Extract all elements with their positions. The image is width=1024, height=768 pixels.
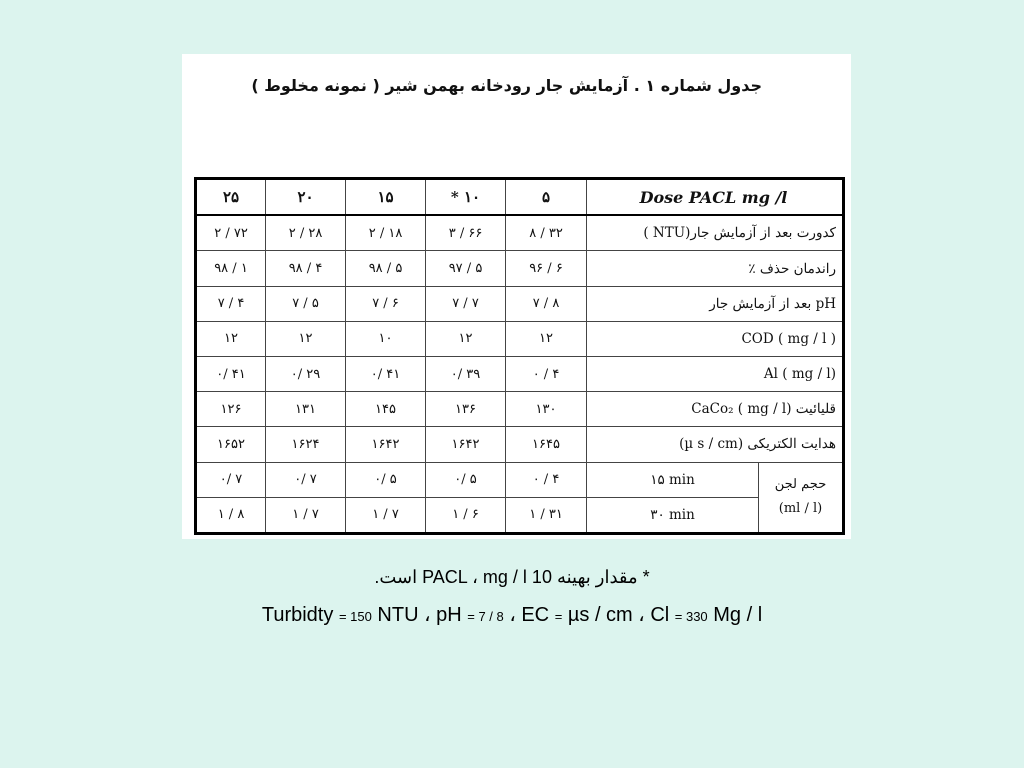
table-cell: ۱۶۴۵	[506, 427, 587, 462]
row-label: کدورت بعد از آزمایش جار(NTU )	[587, 215, 844, 251]
table-cell: ۱۲۶	[196, 392, 266, 427]
table-cell: ۱۶۵۲	[196, 427, 266, 462]
table-cell: ۰/ ۲۹	[266, 357, 346, 392]
ph-value: = 7 / 8	[467, 609, 504, 624]
table-cell: ۰/ ۴۱	[346, 357, 426, 392]
table-row	[196, 427, 844, 462]
sludge-group-label	[759, 462, 844, 533]
cl-label: Cl	[650, 604, 670, 626]
row-label: Al ( mg / l)	[587, 357, 844, 392]
ph-label: pH	[436, 604, 462, 626]
table-cell: ۹۶ / ۶	[506, 251, 587, 286]
table-cell: ۰ / ۴	[506, 462, 587, 497]
sludge-label-line2: (ml / l)	[778, 501, 823, 517]
table-cell: ۹۸ / ۴	[266, 251, 346, 286]
footnote: * مقدار بهینه PACL ، mg / l 10 است.	[374, 567, 650, 587]
table-row	[196, 462, 844, 497]
table-cell: ۱۳۰	[506, 392, 587, 427]
row-label: هدایت الکتریکی (µ s / cm)	[587, 427, 844, 462]
separator: ،	[424, 604, 431, 626]
table-header-row	[196, 179, 844, 216]
jar-test-table	[194, 177, 845, 535]
table-cell: ۰ / ۴	[506, 357, 587, 392]
table-cell: ۲ / ۷۲	[196, 215, 266, 251]
table-cell: ۱۳۱	[266, 392, 346, 427]
table-cell: ۰/ ۵	[426, 462, 506, 497]
table-row	[196, 251, 844, 286]
header-cell: ۱۵	[346, 179, 426, 216]
separator: ،	[509, 604, 516, 626]
table-cell: ۹۷ / ۵	[426, 251, 506, 286]
separator: ،	[638, 604, 645, 626]
table-cell: ۰/ ۳۹	[426, 357, 506, 392]
turbidity-value: = 150	[338, 609, 372, 624]
table-cell: ۹۸ / ۱	[196, 251, 266, 286]
table-cell: ۹۸ / ۵	[346, 251, 426, 286]
table-row	[196, 392, 844, 427]
table-cell: ۱۶۴۲	[346, 427, 426, 462]
row-label: راندمان حذف ٪	[587, 251, 844, 286]
row-sublabel: ۳۰ min	[587, 497, 759, 533]
table-cell: ۰/ ۷	[266, 462, 346, 497]
header-cell: ۲۵	[196, 179, 266, 216]
table-row	[196, 321, 844, 356]
row-label: COD ( mg / l )	[587, 321, 844, 356]
table-cell: ۱ / ۸	[196, 497, 266, 533]
cl-value: = 330	[674, 609, 708, 624]
table-cell: ۱۲	[506, 321, 587, 356]
table-cell: ۲ / ۱۸	[346, 215, 426, 251]
ec-unit: µs / cm	[567, 604, 633, 626]
table-row	[196, 357, 844, 392]
table-row	[196, 286, 844, 321]
table-cell: ۱۲	[426, 321, 506, 356]
row-label: pH بعد از آزمایش جار	[587, 286, 844, 321]
table-title: جدول شماره ۱ . آزمایش جار رودخانه بهمن شیر ( نمونه مخلوط )	[251, 76, 762, 95]
ec-label: EC	[521, 604, 550, 626]
table-cell: ۱۲	[196, 321, 266, 356]
table-cell: ۰/ ۷	[196, 462, 266, 497]
cl-unit: Mg / l	[713, 604, 763, 626]
table-cell: ۷ / ۷	[426, 286, 506, 321]
table-cell: ۱ / ۷	[346, 497, 426, 533]
header-label: Dose PACL mg /l	[587, 179, 844, 216]
table-cell: ۱ / ۳۱	[506, 497, 587, 533]
table-image-panel	[182, 54, 851, 539]
ec-value: =	[554, 609, 563, 624]
table-cell: ۱۶۴۲	[426, 427, 506, 462]
turbidity-unit: NTU	[377, 604, 419, 626]
table-cell: ۷ / ۸	[506, 286, 587, 321]
table-cell: ۳ / ۶۶	[426, 215, 506, 251]
table-cell: ۸ / ۳۲	[506, 215, 587, 251]
table-cell: ۱۰	[346, 321, 426, 356]
header-cell: ۵	[506, 179, 587, 216]
turbidity-label: Turbidty	[261, 604, 334, 626]
table-cell: ۰/ ۵	[346, 462, 426, 497]
table-cell: ۷ / ۴	[196, 286, 266, 321]
row-label: قلیائیت (CaCo₂ ( mg / l	[587, 392, 844, 427]
table-cell: ۱ / ۷	[266, 497, 346, 533]
water-parameters-line	[0, 602, 1024, 627]
sludge-label-line1: حجم لجن	[774, 477, 827, 493]
table-row	[196, 497, 844, 533]
header-cell: ۲۰	[266, 179, 346, 216]
table-cell: ۱ / ۶	[426, 497, 506, 533]
table-cell: ۱۶۲۴	[266, 427, 346, 462]
table-cell: ۲ / ۲۸	[266, 215, 346, 251]
table-cell: ۷ / ۵	[266, 286, 346, 321]
table-cell: ۰/ ۴۱	[196, 357, 266, 392]
header-cell: * ۱۰	[426, 179, 506, 216]
table-cell: ۱۲	[266, 321, 346, 356]
table-cell: ۱۴۵	[346, 392, 426, 427]
table-cell: ۷ / ۶	[346, 286, 426, 321]
table-row	[196, 215, 844, 251]
row-sublabel: ۱۵ min	[587, 462, 759, 497]
table-cell: ۱۳۶	[426, 392, 506, 427]
